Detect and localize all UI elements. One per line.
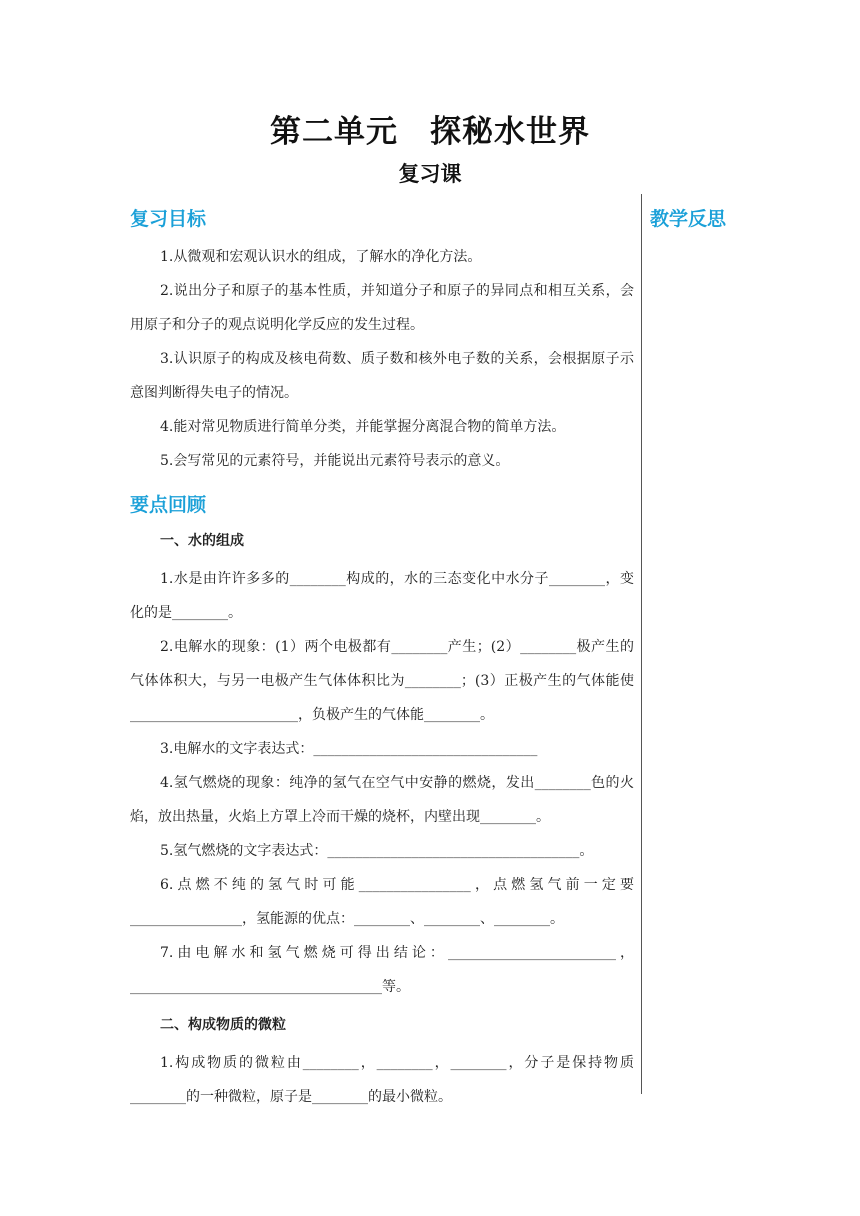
review-item: 1.构成物质的微粒由________，________，________，分子是保持物质________的一种微粒，原子是________的最小微粒。 [130,1055,634,1105]
column-divider [641,194,642,1094]
main-content [130,202,634,1114]
review-item: 5.氢气燃烧的文字表达式：____________________________________。 [160,843,594,859]
review-part2-title: 二、构成物质的微粒 [160,1017,286,1033]
objective-item: 3.认识原子的构成及核电荷数、质子数和核外电子数的关系，会根据原子示意图判断得失电子的情况。 [130,351,634,401]
review-item: 1.水是由许许多多的________构成的，水的三态变化中水分子________，变化的是________。 [130,571,634,621]
objective-item: 1.从微观和宏观认识水的组成，了解水的净化方法。 [160,249,482,265]
review-part1-title: 一、水的组成 [160,533,244,549]
objectives-heading: 复习目标 [130,208,207,230]
review-item: 4.氢气燃烧的现象：纯净的氢气在空气中安静的燃烧，发出________色的火焰，放出热量，火焰上方罩上冷而干燥的烧杯，内壁出现________。 [130,775,634,825]
review-heading: 要点回顾 [130,494,207,516]
page-title: 第二单元 探秘水世界 [270,114,590,150]
reflection-heading: 教学反思 [650,208,727,230]
page-subtitle: 复习课 [398,162,462,186]
objective-item: 4.能对常见物质进行简单分类，并能掌握分离混合物的简单方法。 [160,419,566,435]
review-item: 2.电解水的现象：(1）两个电极都有________产生；(2）________极产生的气体体积大，与另一电极产生气体体积比为________；(3）正极产生的气体能使________________________，负极产生的气体能________。 [130,639,634,723]
review-item: 6.点燃不纯的氢气时可能________________，点燃氢气前一定要________________，氢能源的优点：________、________、________。 [130,877,634,927]
review-item: 7.由电解水和氢气燃烧可得出结论：________________________，____________________________________等。 [130,945,634,995]
review-item: 3.电解水的文字表达式：________________________________ [160,741,538,757]
objective-item: 2.说出分子和原子的基本性质，并知道分子和原子的异同点和相互关系，会用原子和分子的观点说明化学反应的发生过程。 [130,283,634,333]
objective-item: 5.会写常见的元素符号，并能说出元素符号表示的意义。 [160,453,510,469]
